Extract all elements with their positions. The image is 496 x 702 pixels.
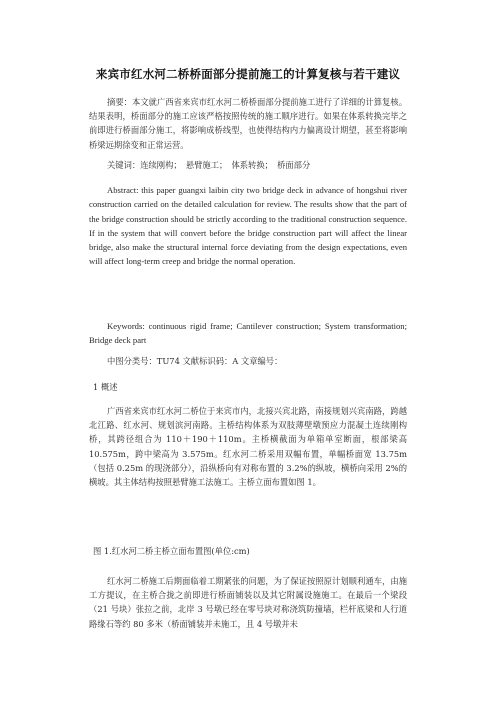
figure-caption: 图 1.红水河二桥主桥立面布置图(单位:cm) (93, 546, 250, 556)
paper-title: 来宾市红水河二桥桥面部分提前施工的计算复核与若干建议 (95, 67, 401, 81)
keywords-english: Keywords: continuous rigid frame; Cantilever construction; System transformation; Bridge deck part (89, 321, 407, 346)
section-body-continued: 红水河二桥施工后期面临着工期紧张的问题，为了保证按照原计划顺利通车，由施工方提议，在主桥合拢之前即进行桥面铺装以及其它附属设施施工。在最后一个梁段（21 号块）张拉之前，北岸 3 号墩已经在零号块对称浇筑防撞墙，栏杆底梁和人行道路缘石等约 80 多米（桥面铺装并未施工，且 4 号墩并未 (89, 576, 407, 629)
section-body: 广西省来宾市红水河二桥位于来宾市内，北接兴宾北路，南接规划兴宾南路，跨越北江路、红水河、规划滨河南路。主桥结构体系为双肢薄壁墩预应力混凝土连续刚构桥，其跨径组合为 110＋190＋110m。主桥横截面为单箱单室断面，根部梁高 10.575m，跨中梁高为 3.575m。红水河二桥采用双幅布置，单幅桥面宽 13.75m（包括 0.25m 的现浇部分），沿纵桥向有对称布置的 3.2%的纵坡，横桥向采用 2%的横坡。其主体结构按照悬臂施工法施工。主桥立面布置如图 1。 (89, 406, 407, 488)
abstract-chinese: 摘要：本文就广西省来宾市红水河二桥桥面部分提前施工进行了详细的计算复核。结果表明，桥面部分的施工应该严格按照传统的施工顺序进行。如果在体系转换完毕之前即进行桥面部分施工，将影响成桥线型，也使得结构内力偏离设计期望，甚至将影响桥梁远期徐变和正常运营。 (89, 97, 407, 150)
abstract-english: Abstract: this paper guangxi laibin city two bridge deck in advance of hongshui river construction carried on the detailed calculation for review. The results show that the part of the bridge construction should be strictly according to the traditional construction sequence. If in the system that will convert before the bridge construction part will affect the linear bridge, also make the structural internal force deviating from the design expectations, even will affect long-term creep and bridge the normal operation. (89, 185, 407, 267)
keywords-chinese: 关键词：连续刚构； 悬臂施工； 体系转换； 桥面部分 (107, 160, 311, 170)
classification-line: 中图分类号：TU74 文献标识码：A 文章编号： (107, 356, 283, 366)
section-heading: 1 概述 (93, 382, 118, 392)
